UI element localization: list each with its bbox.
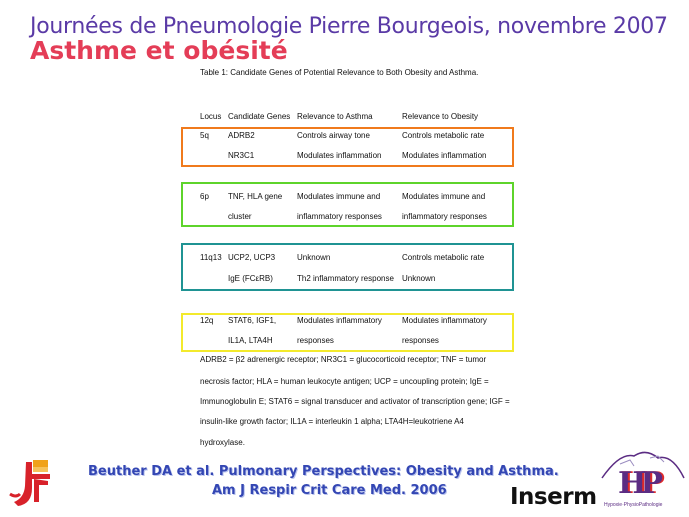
cell-asthma: responses [297, 336, 334, 345]
cell-obesity: Modulates immune and [402, 192, 486, 201]
group-box-11q13 [181, 243, 514, 291]
cell-locus: 12q [200, 316, 214, 325]
inserm-logo-text: Inserm [510, 484, 597, 510]
hp-logo [600, 448, 686, 512]
cell-locus: 11q13 [200, 253, 222, 262]
cell-locus: 6p [200, 192, 209, 201]
cell-gene: NR3C1 [228, 151, 255, 160]
header-locus: Locus [200, 112, 222, 121]
cell-asthma: Controls airway tone [297, 131, 370, 140]
cell-obesity: Controls metabolic rate [402, 253, 485, 262]
hp-letters [618, 466, 668, 501]
cell-obesity: Unknown [402, 274, 436, 283]
cell-obesity: responses [402, 336, 439, 345]
footnote-line: hydroxylase. [200, 438, 245, 447]
hp-logo-text: HP [618, 466, 657, 501]
jf-logo-mark [6, 458, 52, 510]
cell-gene: ADRB2 [228, 131, 255, 140]
cell-asthma: Unknown [297, 253, 331, 262]
cell-obesity: Modulates inflammation [402, 151, 487, 160]
cell-obesity: Modulates inflammatory [402, 316, 487, 325]
footnote-line: necrosis factor; HLA = human leukocyte antigen; UCP = uncoupling protein; IgE = [200, 377, 489, 386]
cell-gene: IgE (FCεRB) [228, 274, 273, 283]
header-candidate-genes: Candidate Genes [228, 112, 291, 121]
cell-asthma: Modulates inflammation [297, 151, 382, 160]
cell-gene: cluster [228, 212, 252, 221]
cell-asthma: inflammatory responses [297, 212, 382, 221]
inserm-logo [510, 484, 600, 512]
cell-asthma: Th2 inflammatory response [297, 274, 394, 283]
cell-asthma: Modulates inflammatory [297, 316, 382, 325]
slide-title: Asthme et obésité [30, 36, 288, 65]
footnote-line: insulin-like growth factor; IL1A = interleukin 1 alpha; LTA4H=leukotriene A4 [200, 417, 464, 426]
header-relevance-asthma: Relevance to Asthma [297, 112, 373, 121]
footnote-line: ADRB2 = β2 adrenergic receptor; NR3C1 = glucocorticoid receptor; TNF = tumor [200, 355, 487, 364]
cell-obesity: inflammatory responses [402, 212, 487, 221]
footnote-line: Immunoglobulin E; STAT6 = signal transducer and activator of transcription gene; IGF = [200, 397, 510, 406]
reference-line-2: Am J Respir Crit Care Med. 2006 [212, 483, 447, 498]
header-relevance-obesity: Relevance to Obesity [402, 112, 479, 121]
conference-header: Journées de Pneumologie Pierre Bourgeois, novembre 2007 [30, 14, 668, 39]
hp-logo-caption: Hypoxie·PhysioPathologie [604, 502, 663, 508]
cell-gene: IL1A, LTA4H [228, 336, 273, 345]
cell-asthma: Modulates immune and [297, 192, 381, 201]
reference-line-1: Beuther DA et al. Pulmonary Perspectives: Obesity and Asthma. [88, 464, 559, 479]
jf-logo [6, 458, 52, 510]
table-caption: Table 1: Candidate Genes of Potential Relevance to Both Obesity and Asthma. [200, 68, 479, 77]
cell-obesity: Controls metabolic rate [402, 131, 485, 140]
cell-gene: UCP2, UCP3 [228, 253, 276, 262]
cell-gene: TNF, HLA gene [228, 192, 283, 201]
cell-locus: 5q [200, 131, 209, 140]
cell-gene: STAT6, IGF1, [228, 316, 277, 325]
